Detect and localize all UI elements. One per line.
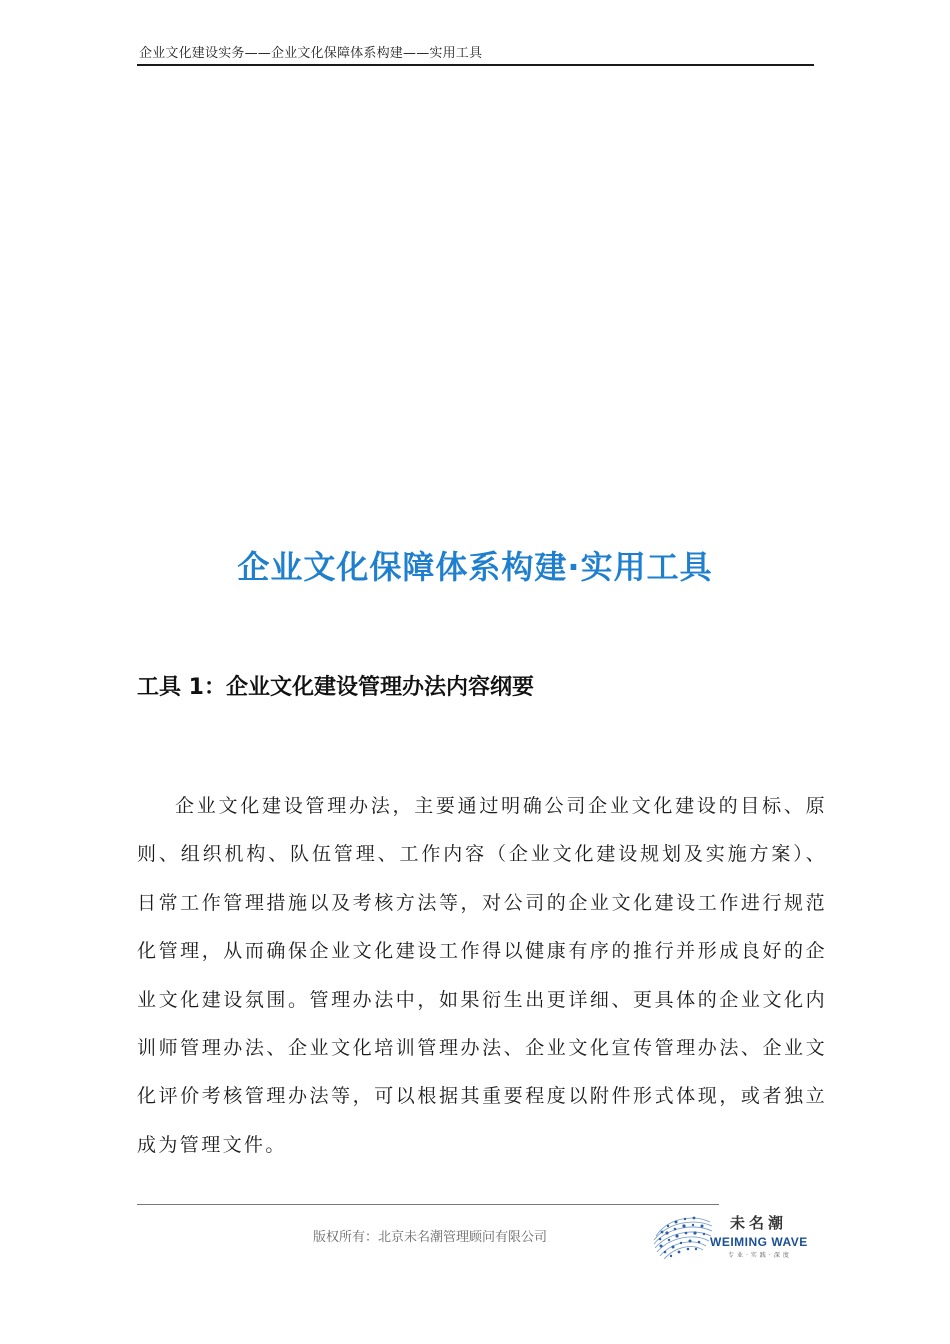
running-header xyxy=(137,44,814,66)
company-logo xyxy=(648,1206,818,1264)
footer-copyright: 版权所有：北京未名潮管理顾问有限公司 xyxy=(313,1230,548,1245)
running-header-text: 企业文化建设实务——企业文化保障体系构建——实用工具 xyxy=(139,46,483,61)
document-title: 企业文化保障体系构建·实用工具 xyxy=(237,548,713,586)
body-paragraph: 企业文化建设管理办法，主要通过明确公司企业文化建设的目标、原则、组织机构、队伍管理、工作内容（企业文化建设规划及实施方案）、日常工作管理措施以及考核方法等，对公司的企业文化建设工作进行规范化管理，从而确保企业文化建设工作得以健康有序的推行并形成良好的企业文化建设氛围。管理办法中，如果衍生出更详细、更具体的企业文化内训师管理办法、企业文化培训管理办法、企业文化宣传管理办法、企业文化评价考核管理办法等，可以根据其重要程度以附件形式体现，或者独立成为管理文件。 xyxy=(137,795,827,1156)
section-heading: 工具 1：企业文化建设管理办法内容纲要 xyxy=(137,675,534,700)
footer-divider xyxy=(137,1204,719,1205)
logo-tagline: 专业·实践·深度 xyxy=(728,1252,792,1259)
logo-name-en: WEIMING WAVE xyxy=(710,1235,808,1249)
logo-name-cn: 未名潮 xyxy=(730,1214,788,1232)
